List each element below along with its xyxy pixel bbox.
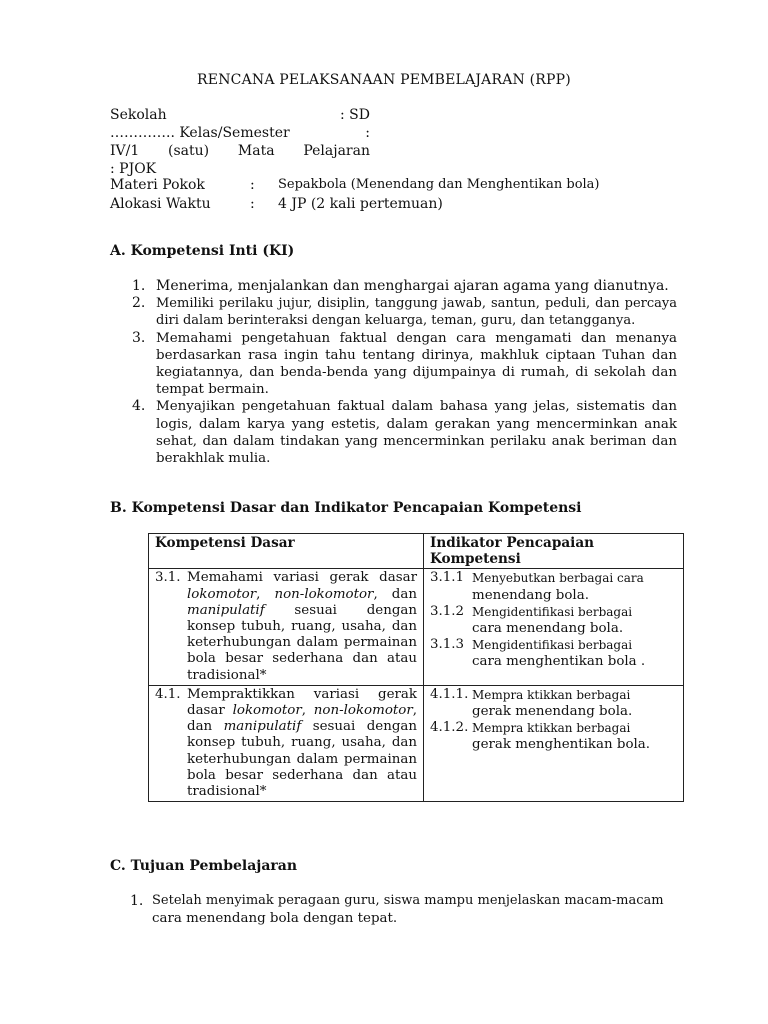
alokasi-colon: : bbox=[250, 196, 255, 212]
ki-text: Menerima, menjalankan dan menghargai ajaran agama yang dianutnya. bbox=[156, 278, 669, 294]
indicator-item: 4.1.2. Mempra ktikkan berbagai gerak menghentikan bola. bbox=[430, 720, 651, 753]
tujuan-list bbox=[130, 892, 678, 928]
class-label: ………….. Kelas/Semester bbox=[110, 125, 290, 141]
ki-num: 4. bbox=[132, 398, 146, 415]
alokasi-label: Alokasi Waktu bbox=[110, 196, 211, 212]
class-value-words: (satu) bbox=[168, 143, 210, 159]
tujuan-item bbox=[130, 892, 678, 928]
table-row bbox=[149, 685, 684, 801]
ki-num: 3. bbox=[132, 329, 146, 346]
ki-list bbox=[132, 278, 677, 467]
ipk-cell bbox=[424, 569, 684, 685]
school-label: Sekolah bbox=[110, 107, 167, 123]
meta-block bbox=[110, 176, 600, 214]
section-a-heading: A. Kompetensi Inti (KI) bbox=[110, 243, 295, 259]
kd-text: Memahami variasi gerak dasar lokomotor, non-lokomotor, dan manipulatif sesuai dengan konsep tubuh, ruang, usaha, dan keterhubungan dalam permainan bola besar sederhana dan atau tradisional* bbox=[187, 570, 417, 683]
identity-block bbox=[110, 106, 370, 178]
ipk-cell bbox=[424, 685, 684, 801]
kd-text: Mempraktikkan variasi gerak dasar lokomotor, non-lokomotor, dan manipulatif sesuai dengan konsep tubuh, ruang, usaha, dan keterhubungan dalam permainan bola besar sederhana dan atau tradisional* bbox=[187, 686, 417, 800]
col-ipk-header: Indikator Pencapaian Kompetensi bbox=[424, 534, 684, 569]
subject-value: : PJOK bbox=[110, 161, 157, 177]
materi-value: Sepakbola (Menendang dan Menghentikan bola) bbox=[278, 177, 600, 192]
ki-text: Memahami pengetahuan faktual dengan cara mengamati dan menanya berdasarkan rasa ingin tahu tentang dirinya, makhluk ciptaan Tuhan dan kegiatannya, dan benda-benda yang dijumpainya di rumah, di sekolah dan tempat bermain. bbox=[156, 330, 677, 398]
ki-item bbox=[132, 330, 677, 399]
ki-num: 2. bbox=[132, 295, 146, 312]
indicator-item: 3.1.2 Mengidentifikasi berbagai cara menendang bola. bbox=[430, 603, 633, 637]
materi-colon: : bbox=[250, 177, 255, 193]
tujuan-num: 1. bbox=[130, 893, 144, 909]
class-value: IV/1 bbox=[110, 143, 140, 159]
kd-num: 4.1. bbox=[155, 686, 181, 702]
ki-item bbox=[132, 295, 677, 329]
competency-table bbox=[148, 533, 684, 802]
ki-num: 1. bbox=[132, 278, 146, 294]
class-colon: : bbox=[365, 125, 370, 141]
indicator-item: 3.1.1 Menyebutkan berbagai cara menendang bola. bbox=[430, 570, 644, 603]
ki-text: Memiliki perilaku jujur, disiplin, tanggung jawab, santun, peduli, dan percaya diri dalam berinteraksi dengan keluarga, teman, guru, dan tetangganya. bbox=[156, 296, 677, 329]
ki-text: Menyajikan pengetahuan faktual dalam bahasa yang jelas, sistematis dan logis, dalam karya yang estetis, dalam gerakan yang mencerminkan anak sehat, dan dalam tindakan yang mencerminkan perilaku anak beriman dan berakhlak mulia. bbox=[156, 399, 677, 467]
subject-label-b: Pelajaran bbox=[303, 143, 370, 159]
alokasi-value: 4 JP (2 kali pertemuan) bbox=[278, 196, 443, 212]
section-b-heading: B. Kompetensi Dasar dan Indikator Pencapaian Kompetensi bbox=[110, 500, 582, 516]
materi-label: Materi Pokok bbox=[110, 177, 205, 193]
subject-label-a: Mata bbox=[237, 143, 275, 159]
school-value: : SD bbox=[340, 107, 370, 123]
ki-item bbox=[132, 278, 677, 295]
col-kd-header: Kompetensi Dasar bbox=[149, 534, 424, 569]
table-header-row bbox=[149, 534, 684, 569]
tujuan-text: Setelah menyimak peragaan guru, siswa mampu menjelaskan macam-macam cara menendang bola dengan tepat. bbox=[152, 893, 664, 926]
table-row bbox=[149, 569, 684, 685]
section-c-heading: C. Tujuan Pembelajaran bbox=[110, 858, 298, 874]
kd-num: 3.1. bbox=[155, 570, 181, 586]
indicator-item: 4.1.1. Mempra ktikkan berbagai gerak menendang bola. bbox=[430, 686, 633, 720]
kd-cell bbox=[149, 569, 424, 685]
kd-cell bbox=[149, 685, 424, 801]
ki-item bbox=[132, 398, 677, 467]
indicator-item: 3.1.3 Mengidentifikasi berbagai cara menghentikan bola . bbox=[430, 637, 646, 670]
page-title: RENCANA PELAKSANAAN PEMBELAJARAN (RPP) bbox=[197, 72, 571, 88]
